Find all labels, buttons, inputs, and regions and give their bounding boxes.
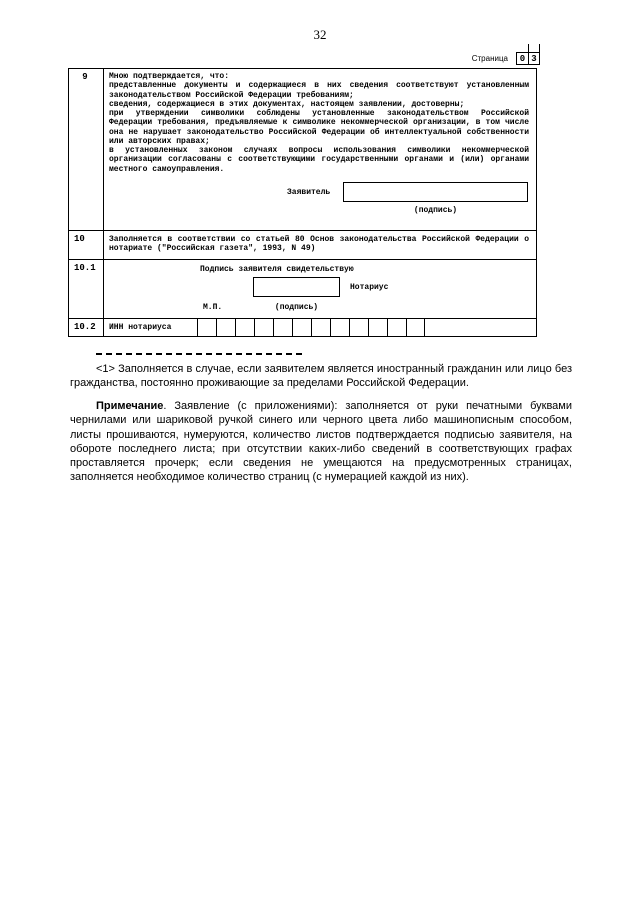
statement-paragraph: при утверждении символики соблюдены установленные законодательством Российской Федерации требования, предъявляемые к символике некоммерческой организации, в том числе она не нарушает законодательство Российской Федерации об интеллектуальной собственности или авторских правах; [109, 109, 529, 146]
inn-digit-cell[interactable] [368, 319, 387, 336]
inn-digit-cell[interactable] [387, 319, 406, 336]
note-paragraph [70, 399, 572, 485]
notary-attestation-title: Подпись заявителя свидетельствую [200, 265, 354, 275]
table-row-9 [69, 69, 536, 230]
signature-caption: (подпись) [413, 205, 458, 215]
row-10-content: Заполняется в соответствии со статьей 80 Основ законодательства Российской Федерации о нотариате ("Российская газета", 1993, N 49) [109, 234, 529, 254]
statement-paragraph: представленные документы и содержащиеся в них сведения соответствуют установленным законодательством Российской Федерации требованиям; [109, 81, 529, 100]
statement-paragraph: сведения, содержащиеся в этих документах, настоящем заявлении, достоверны; [109, 99, 465, 109]
signature-caption: (подпись) [274, 303, 319, 313]
inn-cells [197, 319, 425, 336]
inn-digit-cell[interactable] [330, 319, 349, 336]
stamp-label: М.П. [203, 303, 223, 313]
inn-digit-cell[interactable] [273, 319, 292, 336]
notary-signature-field[interactable] [253, 277, 340, 297]
row-number: 10.1 [69, 260, 104, 318]
inn-digit-cell[interactable] [311, 319, 330, 336]
page-counter-digit: 0 [519, 54, 526, 64]
footnote-1: <1> Заполняется в случае, если заявителем является иностранный гражданин или лицо без гражданства, постоянно проживающие за пределами Российской Федерации. [70, 363, 572, 390]
applicant-signature-area [109, 182, 529, 226]
table-row-10-2 [69, 318, 536, 336]
tick-mark [539, 44, 540, 53]
inn-digit-cell[interactable] [406, 319, 425, 336]
row-number: 10 [69, 231, 104, 260]
inn-label: ИНН нотариуса [109, 323, 172, 333]
row-number: 10.2 [69, 319, 104, 336]
row-10-2-content [104, 319, 536, 336]
applicant-label: Заявитель [287, 187, 331, 197]
page-number: 32 [313, 27, 327, 42]
footnote-separator [96, 353, 302, 355]
page-counter [472, 52, 540, 65]
tick-mark [528, 44, 529, 53]
inn-digit-cell[interactable] [292, 319, 311, 336]
form-table [68, 68, 537, 337]
row-9-content [104, 69, 536, 230]
page-counter-digit: 3 [528, 53, 539, 64]
table-row-10-1 [69, 259, 536, 318]
note-body: . Заявление (с приложениями): заполняется от руки печатными буквами чернилами или шариковой ручкой синего или черного цвета либо машинописным способом, листы прошиваются, нумеруются, количество листов подтверждается подписью заявителя, на обороте последнего листа; при отсутствии каких-либо сведений в соответствующих графах проставляется прочерк; если сведения не умещаются на предусмотренных страницах, заполняется необходимое количество страниц (с нумерацией каждой из них). [70, 400, 572, 484]
row-number: 9 [69, 69, 104, 230]
row-10-1-content [104, 260, 536, 318]
statement-paragraph: в установленных законом случаях вопросы использования символики некоммерческой организации согласованы с соответствующими государственными органами и (или) органами местного самоуправления. [109, 146, 529, 174]
inn-digit-cell[interactable] [349, 319, 368, 336]
table-row-10 [69, 230, 536, 260]
note-title: Примечание [96, 400, 164, 412]
inn-digit-cell[interactable] [235, 319, 254, 336]
applicant-signature-field[interactable] [343, 182, 528, 202]
inn-digit-cell[interactable] [216, 319, 235, 336]
page-counter-label: Страница [471, 54, 508, 63]
inn-digit-cell[interactable] [197, 319, 216, 336]
statement-paragraph: Мною подтверждается, что: [109, 72, 230, 81]
page-counter-boxes [516, 52, 540, 65]
inn-digit-cell[interactable] [254, 319, 273, 336]
notary-label: Нотариус [350, 283, 389, 293]
